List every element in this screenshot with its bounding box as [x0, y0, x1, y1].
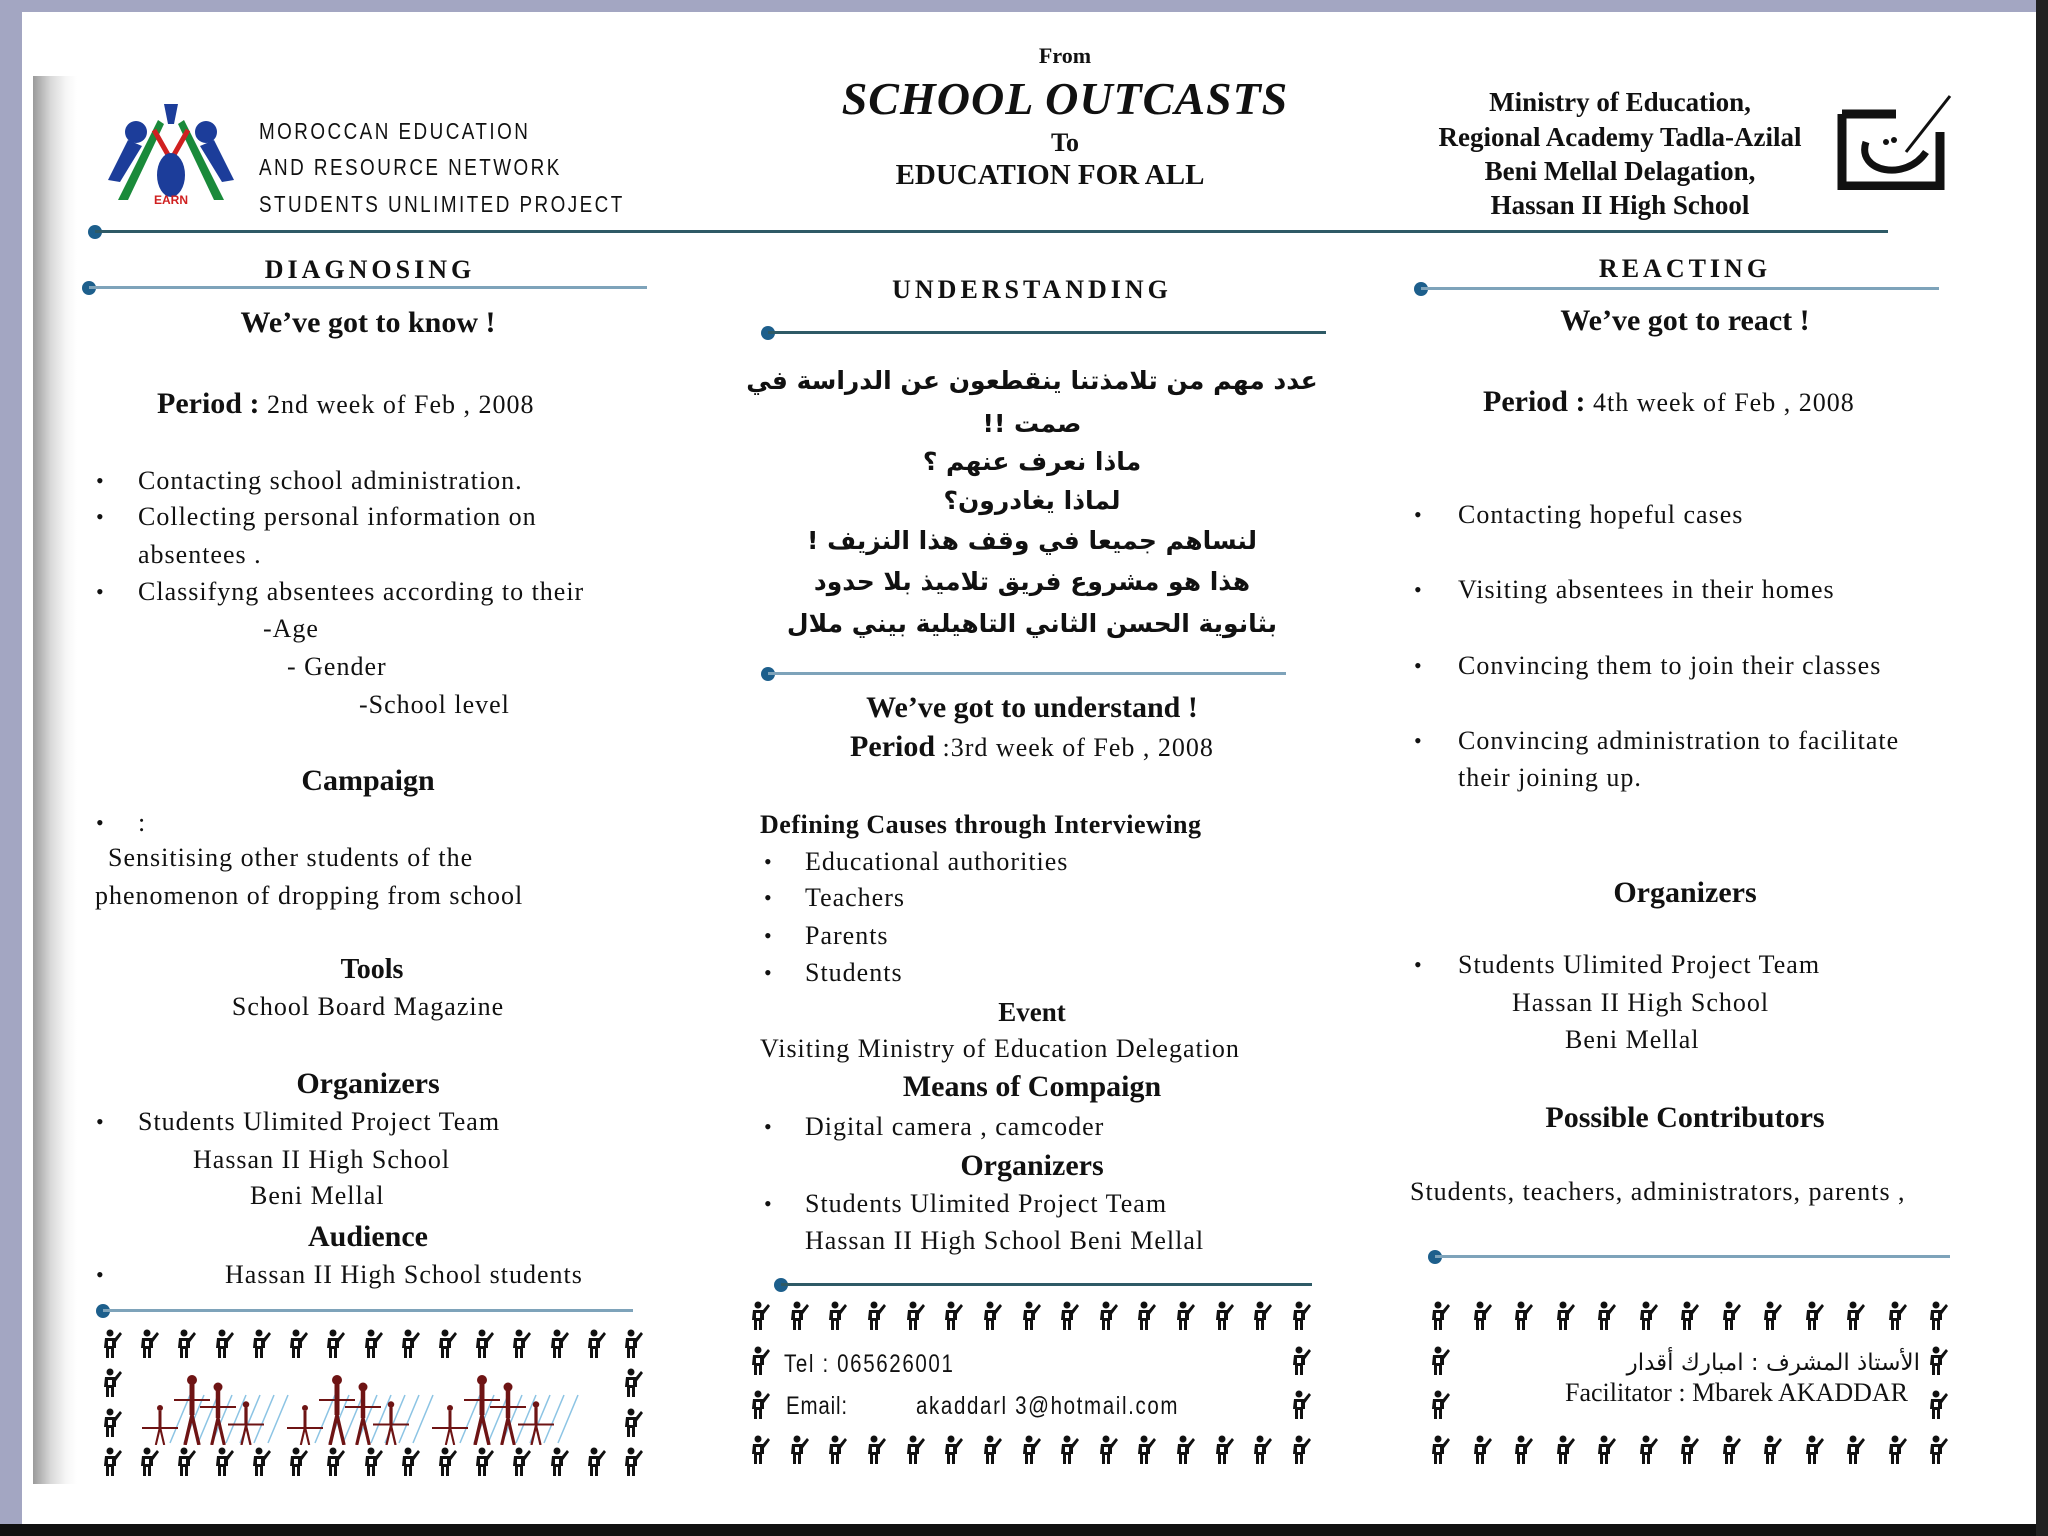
person-icon: [1470, 1300, 1494, 1332]
person-icon: [398, 1328, 422, 1360]
person-icon: [621, 1446, 645, 1478]
understanding-tagline: We’ve got to understand !: [866, 691, 1198, 724]
organizer-line: Students Ulimited Project Team: [138, 1107, 501, 1136]
people-group-illustration: [140, 1365, 610, 1445]
bullet: •: [764, 1191, 772, 1216]
campaign-bullet: :: [138, 808, 147, 837]
event-value: Visiting Ministry of Education Delegation: [760, 1034, 1240, 1063]
person-icon: [825, 1300, 849, 1332]
person-icon: [1134, 1300, 1158, 1332]
contributors-value: Students, teachers, administrators, parents ,: [1410, 1177, 1906, 1206]
person-icon: [748, 1389, 772, 1421]
organizer-line: Students Ulimited Project Team: [1458, 950, 1821, 979]
person-icon: [1289, 1345, 1313, 1377]
bullet: •: [96, 810, 104, 835]
diagnosing-step: Collecting personal information on: [138, 502, 537, 531]
diagnosing-period: [157, 387, 534, 426]
person-icon: [1926, 1434, 1950, 1466]
period-label: Period: [850, 730, 936, 763]
reacting-divider: [1421, 287, 1939, 290]
person-icon: [1553, 1300, 1577, 1332]
person-icon: [787, 1300, 811, 1332]
bullet: •: [96, 579, 104, 604]
person-icon: [1760, 1434, 1784, 1466]
contact-email[interactable]: akaddarl 3@hotmail.com: [916, 1392, 1180, 1420]
people-group: [142, 1375, 288, 1445]
diagnosing-step: Classifyng absentees according to their: [138, 577, 585, 606]
diagnosing-step: Contacting school administration.: [138, 466, 523, 495]
contributors-heading: Possible Contributors: [1545, 1101, 1825, 1134]
bullet: •: [764, 1114, 772, 1139]
reacting-step: Visiting absentees in their homes: [1458, 575, 1835, 604]
person-icon: [1636, 1434, 1660, 1466]
period-value: 2nd week of Feb , 2008: [259, 390, 535, 419]
arabic-line: ماذا نعرف عنهم ؟: [922, 447, 1142, 476]
person-icon: [249, 1328, 273, 1360]
header-divider: [95, 230, 1888, 233]
period-value: 4th week of Feb , 2008: [1585, 388, 1855, 417]
campaign-line: Sensitising other students of the: [108, 843, 474, 872]
person-icon: [286, 1328, 310, 1360]
means-value: Digital camera , camcoder: [805, 1112, 1105, 1141]
bullet: •: [1414, 653, 1422, 678]
school-logo: [1836, 92, 1954, 190]
ministry-line-4: Hassan II High School: [1490, 190, 1750, 220]
person-icon: [212, 1446, 236, 1478]
campaign-line: phenomenon of dropping from school: [95, 881, 524, 910]
event-heading: Event: [998, 997, 1066, 1027]
person-icon: [1096, 1300, 1120, 1332]
person-icon: [1289, 1434, 1313, 1466]
reacting-tagline: We’ve got to react !: [1560, 304, 1810, 337]
person-icon: [1511, 1300, 1535, 1332]
person-icon: [1885, 1300, 1909, 1332]
organizers-heading: Organizers: [1613, 876, 1757, 909]
arabic-line: بثانوية الحسن الثاني التاهيلية بيني ملال: [786, 609, 1278, 638]
interviewee: Parents: [805, 921, 889, 950]
organizer-line: Hassan II High School: [1512, 988, 1770, 1017]
person-icon: [1428, 1434, 1452, 1466]
org-line-1: MOROCCAN EDUCATION: [259, 118, 531, 144]
person-icon: [1553, 1434, 1577, 1466]
person-icon: [361, 1328, 385, 1360]
people-group: [432, 1375, 578, 1445]
person-icon: [980, 1434, 1004, 1466]
from-label: From: [1038, 43, 1092, 68]
person-icon: [1885, 1434, 1909, 1466]
person-icon: [1289, 1389, 1313, 1421]
organizer-line: Hassan II High School: [193, 1145, 451, 1174]
person-icon: [1470, 1434, 1494, 1466]
person-icon: [547, 1328, 571, 1360]
bullet: •: [764, 885, 772, 910]
bullet: •: [96, 468, 104, 493]
interviewee: Educational authorities: [805, 847, 1069, 876]
bullet: •: [96, 1262, 104, 1287]
people-border-frame: [748, 1300, 1313, 1466]
audience-value: Hassan II High School students: [225, 1260, 583, 1289]
person-icon: [100, 1367, 124, 1399]
organizer-line: Beni Mellal: [250, 1181, 385, 1210]
earn-logo: [98, 100, 244, 212]
period-label: Period :: [1483, 385, 1586, 418]
person-icon: [1250, 1300, 1274, 1332]
reacting-bottom-divider: [1435, 1255, 1950, 1258]
person-icon: [100, 1446, 124, 1478]
ministry-line-2: Regional Academy Tadla-Azilal: [1438, 122, 1802, 152]
diagnosing-heading: DIAGNOSING: [264, 255, 476, 284]
facilitator: Facilitator : Mbarek AKADDAR: [1564, 1378, 1908, 1407]
arabic-line: هذا هو مشروع فريق تلاميذ بلا حدود: [813, 567, 1251, 596]
criterion-age: -Age: [263, 614, 319, 643]
person-icon: [903, 1434, 927, 1466]
person-icon: [323, 1446, 347, 1478]
person-icon: [1428, 1300, 1452, 1332]
person-icon: [472, 1446, 496, 1478]
org-line-3: STUDENTS UNLIMITED PROJECT: [259, 191, 625, 217]
understanding-heading: UNDERSTANDING: [892, 275, 1172, 304]
person-icon: [1802, 1434, 1826, 1466]
person-icon: [1511, 1434, 1535, 1466]
understanding-period: [782, 730, 1282, 769]
window-right-border: [2036, 0, 2048, 1536]
person-icon: [212, 1328, 236, 1360]
person-icon: [137, 1446, 161, 1478]
reacting-step-cont: their joining up.: [1458, 763, 1642, 792]
poster-title: SCHOOL OUTCASTS: [841, 73, 1289, 124]
person-icon: [435, 1446, 459, 1478]
person-icon: [941, 1434, 965, 1466]
arabic-line: لنساهم جميعا في وقف هذا النزيف !: [806, 526, 1258, 555]
bullet: •: [764, 849, 772, 874]
arabic-line: لماذا يغادرون؟: [943, 486, 1121, 515]
diagnosing-tagline: We’ve got to know !: [240, 306, 496, 339]
person-icon: [864, 1434, 888, 1466]
person-icon: [1057, 1434, 1081, 1466]
means-heading: Means of Compaign: [902, 1070, 1162, 1103]
person-icon: [435, 1328, 459, 1360]
person-icon: [100, 1328, 124, 1360]
diagnosing-divider: [89, 286, 647, 289]
bullet: •: [1414, 577, 1422, 602]
organizers-heading: Organizers: [960, 1149, 1104, 1182]
reacting-step: Convincing administration to facilitate: [1458, 726, 1900, 755]
person-icon: [825, 1434, 849, 1466]
bullet: •: [1414, 502, 1422, 527]
person-icon: [903, 1300, 927, 1332]
earn-logo-text: EARN: [153, 193, 189, 207]
person-icon: [1677, 1300, 1701, 1332]
defining-heading: Defining Causes through Interviewing: [760, 810, 1202, 839]
person-icon: [621, 1367, 645, 1399]
person-icon: [941, 1300, 965, 1332]
person-icon: [1057, 1300, 1081, 1332]
person-icon: [1289, 1300, 1313, 1332]
person-icon: [1719, 1434, 1743, 1466]
contact-email-label: Email:: [786, 1392, 848, 1420]
person-icon: [1428, 1345, 1452, 1377]
person-icon: [1212, 1300, 1236, 1332]
person-icon: [249, 1446, 273, 1478]
person-icon: [1719, 1300, 1743, 1332]
person-icon: [547, 1446, 571, 1478]
person-icon: [1594, 1434, 1618, 1466]
organizer-line: Beni Mellal: [1565, 1025, 1700, 1054]
left-shadow-bar: [33, 76, 77, 1484]
person-icon: [1250, 1434, 1274, 1466]
person-icon: [621, 1407, 645, 1439]
poster-subtitle: EDUCATION FOR ALL: [895, 159, 1205, 191]
person-icon: [980, 1300, 1004, 1332]
person-icon: [584, 1328, 608, 1360]
person-icon: [1019, 1434, 1043, 1466]
understanding-bottom-divider: [781, 1283, 1312, 1286]
person-icon: [1096, 1434, 1120, 1466]
person-icon: [1173, 1300, 1197, 1332]
ministry-line-1: Ministry of Education,: [1489, 87, 1751, 117]
person-icon: [137, 1328, 161, 1360]
person-icon: [1760, 1300, 1784, 1332]
person-icon: [1636, 1300, 1660, 1332]
bullet: •: [96, 504, 104, 529]
person-icon: [748, 1434, 772, 1466]
person-icon: [1428, 1389, 1452, 1421]
person-icon: [1843, 1434, 1867, 1466]
bullet: •: [96, 1109, 104, 1134]
person-icon: [174, 1446, 198, 1478]
person-icon: [864, 1300, 888, 1332]
bullet: •: [764, 923, 772, 948]
period-value: :3rd week of Feb , 2008: [935, 733, 1214, 762]
person-icon: [174, 1328, 198, 1360]
tools-heading: Tools: [340, 954, 404, 985]
reacting-step: Contacting hopeful cases: [1458, 500, 1744, 529]
diagnosing-bottom-divider: [103, 1309, 633, 1312]
arabic-line: عدد مهم من تلامذتنا ينقطعون عن الدراسة في: [746, 366, 1318, 395]
person-icon: [1843, 1300, 1867, 1332]
criterion-level: -School level: [359, 690, 510, 719]
organizer-line: Students Ulimited Project Team: [805, 1189, 1168, 1218]
person-icon: [748, 1345, 772, 1377]
people-group: [287, 1375, 433, 1445]
interviewee: Teachers: [805, 883, 906, 912]
diagnosing-step-cont: absentees .: [138, 540, 262, 569]
reacting-heading: REACTING: [1598, 254, 1772, 283]
person-icon: [398, 1446, 422, 1478]
org-line-2: AND RESOURCE NETWORK: [259, 154, 562, 180]
understanding-divider-2: [768, 672, 1286, 675]
person-icon: [323, 1328, 347, 1360]
organizer-line: Hassan II High School Beni Mellal: [805, 1226, 1205, 1255]
criterion-gender: - Gender: [287, 652, 387, 681]
person-icon: [1212, 1434, 1236, 1466]
tools-value: School Board Magazine: [231, 992, 505, 1021]
person-icon: [472, 1328, 496, 1360]
person-icon: [748, 1300, 772, 1332]
person-icon: [286, 1446, 310, 1478]
facilitator-arabic: الأستاذ المشرف : امبارك أقدار: [1626, 1350, 1920, 1376]
person-icon: [361, 1446, 385, 1478]
person-icon: [1926, 1389, 1950, 1421]
understanding-divider: [768, 331, 1326, 334]
person-icon: [1019, 1300, 1043, 1332]
to-label: To: [1051, 128, 1079, 157]
person-icon: [1173, 1434, 1197, 1466]
audience-heading: Audience: [308, 1220, 428, 1253]
bullet: •: [1414, 728, 1422, 753]
contact-tel: Tel : 065626001: [784, 1350, 955, 1378]
window-bottom-border: [0, 1524, 2048, 1536]
ministry-line-3: Beni Mellal Delagation,: [1484, 156, 1756, 186]
person-icon: [509, 1328, 533, 1360]
person-icon: [1926, 1300, 1950, 1332]
bullet: •: [1414, 952, 1422, 977]
bullet: •: [764, 960, 772, 985]
person-icon: [1594, 1300, 1618, 1332]
person-icon: [1802, 1300, 1826, 1332]
reacting-step: Convincing them to join their classes: [1458, 651, 1882, 680]
arabic-line: صمت !!: [982, 409, 1082, 438]
person-icon: [1677, 1434, 1701, 1466]
period-label: Period :: [157, 387, 260, 420]
person-icon: [100, 1407, 124, 1439]
person-icon: [584, 1446, 608, 1478]
reacting-period: [1483, 385, 1855, 424]
person-icon: [621, 1328, 645, 1360]
organizers-heading: Organizers: [296, 1067, 440, 1100]
person-icon: [509, 1446, 533, 1478]
person-icon: [1134, 1434, 1158, 1466]
person-icon: [1926, 1345, 1950, 1377]
interviewee: Students: [805, 958, 903, 987]
person-icon: [787, 1434, 811, 1466]
campaign-heading: Campaign: [301, 764, 435, 797]
